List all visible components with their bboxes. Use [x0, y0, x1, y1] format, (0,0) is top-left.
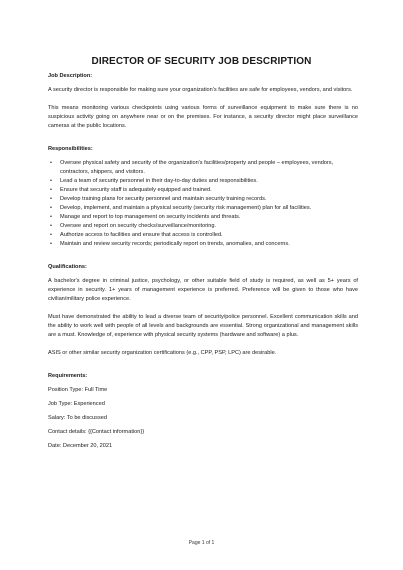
- list-item: • Develop training plans for security personnel and maintain security training records.: [48, 195, 358, 204]
- document-body: [48, 72, 358, 451]
- requirements-heading: Requirements:: [48, 373, 88, 379]
- list-item: • Oversee physical safety and security of the organization's facilities/property and people – employees, vendors, contractors, shippers, and visitors.: [48, 159, 358, 177]
- list-item: • Maintain and review security records; periodically report on trends, anomalies, and concerns.: [48, 240, 358, 249]
- qualifications-heading: Qualifications:: [48, 264, 87, 270]
- job-description-paragraph: This means monitoring various checkpoints using various forms of surveillance equipment to make sure there is no suspicious activity going on anywhere near or on the premises. For instance, a security director might place surveillance cameras at the public locations.: [48, 105, 358, 129]
- qualifications-paragraph: ASIS or other similar security organization certifications (e.g., CPP, PSP, LPC) are desirable.: [48, 350, 277, 356]
- responsibilities-list: [48, 159, 358, 249]
- qualifications-paragraph: Must have demonstrated the ability to lead a diverse team of security/police personnel. Excellent communication skills and the ability to work well with people of all levels and backgrounds are essential. Strong organizational and management skills are a must. Knowledge of, experience with physical security systems (hardware and software) a plus.: [48, 314, 358, 338]
- job-description-paragraph: A security director is responsible for making sure your organization's facilities are safe for employees, vendors, and visitors.: [48, 87, 353, 93]
- list-item: • Ensure that security staff is adequately equipped and trained.: [48, 186, 358, 195]
- requirement-line: Position Type: Full Time: [48, 387, 108, 393]
- list-item: • Lead a team of security personnel in their day-to-day duties and responsibilities.: [48, 177, 358, 186]
- list-item: • Develop, implement, and maintain a physical security (security risk management) plan for all facilities.: [48, 204, 358, 213]
- list-item: • Manage and report to top management on security incidents and threats.: [48, 213, 358, 222]
- requirement-line: Date: December 20, 2021: [48, 443, 113, 449]
- requirement-line: Salary: To be discussed: [48, 415, 107, 421]
- responsibilities-heading: Responsibilities:: [48, 146, 93, 152]
- job-description-heading: Job Description:: [48, 73, 93, 79]
- document-title: DIRECTOR OF SECURITY JOB DESCRIPTION: [91, 56, 312, 67]
- page-number: Page 1 of 1: [188, 540, 215, 546]
- list-item: • Oversee and report on security checks/surveillance/monitoring.: [48, 222, 358, 231]
- list-item: • Authorize access to facilities and ensure that access is controlled.: [48, 231, 358, 240]
- requirement-line: Job Type: Experienced: [48, 401, 105, 407]
- qualifications-paragraph: A bachelor's degree in criminal justice, psychology, or other suitable field of study is required, as well as 5+ years of experience in security. 1+ years of management experience is preferred. Preference will be given to those who have civilian/military police experience.: [48, 278, 358, 302]
- requirement-line: Contact details: {{Contact information}}: [48, 429, 145, 435]
